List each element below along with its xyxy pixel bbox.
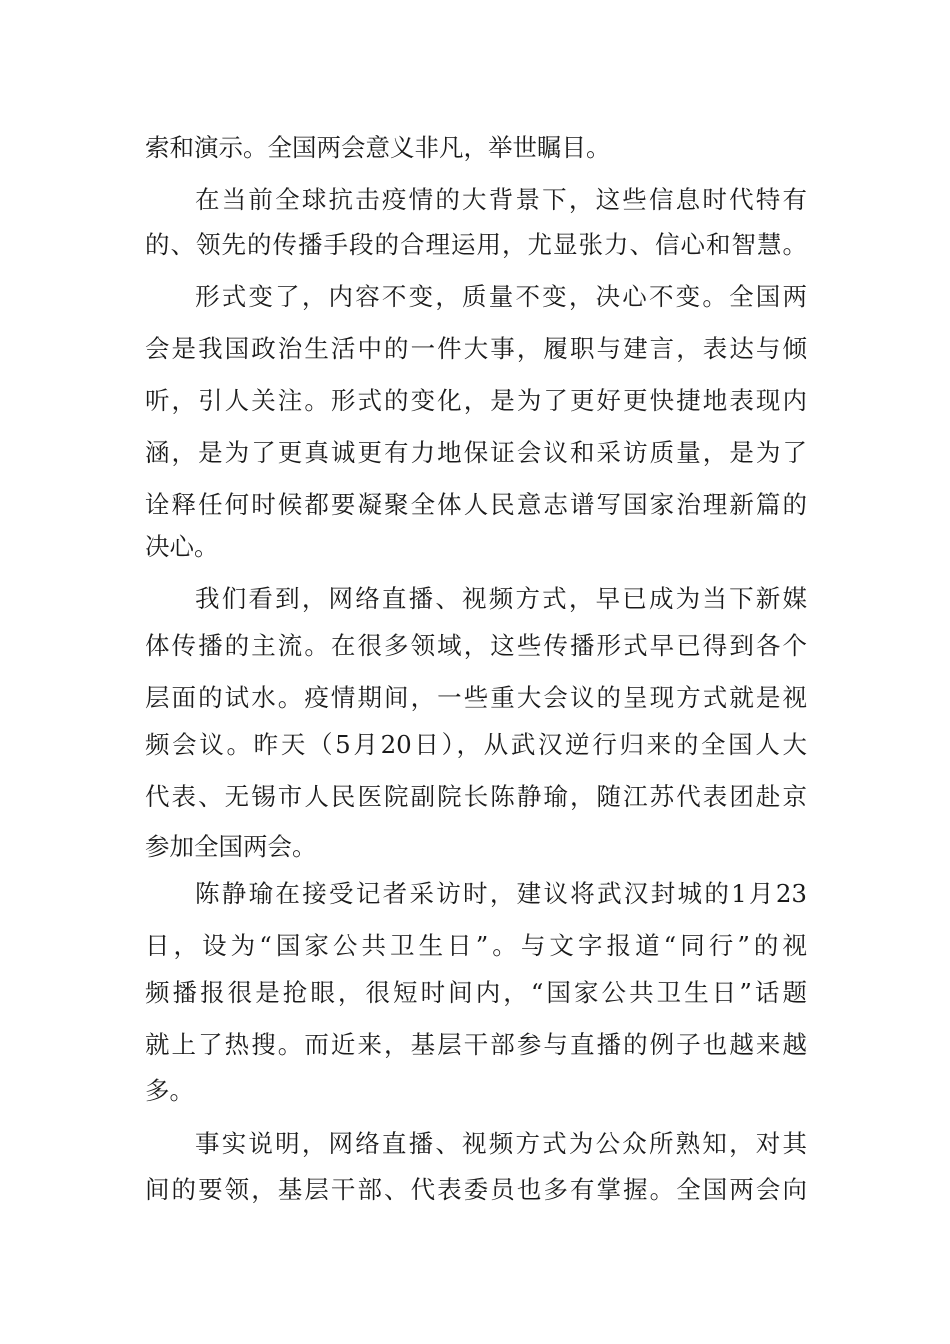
text-line: 频播报很是抢眼，很短时间内，“国家公共卫生日”话题 (145, 978, 807, 1007)
text-line: 多。 (145, 1076, 194, 1105)
text-line: 就上了热搜。而近来，基层干部参与直播的例子也越来越 (145, 1030, 807, 1059)
text-line: 索和演示。全国两会意义非凡，举世瞩目。 (145, 133, 611, 162)
text-line: 涵，是为了更真诚更有力地保证会议和采访质量，是为了 (145, 438, 807, 467)
paragraph-first-line: 事实说明，网络直播、视频方式为公众所熟知，对其 (195, 1129, 807, 1158)
text-line: 间的要领，基层干部、代表委员也多有掌握。全国两会向 (145, 1175, 807, 1204)
text-line: 决心。 (145, 532, 219, 561)
paragraph-first-line: 陈静瑜在接受记者采访时，建议将武汉封城的1月23 (195, 879, 807, 908)
text-line: 代表、无锡市人民医院副院长陈静瑜，随江苏代表团赴京 (145, 782, 807, 811)
text-line: 参加全国两会。 (145, 832, 317, 861)
paragraph-first-line: 在当前全球抗击疫情的大背景下，这些信息时代特有 (195, 185, 807, 214)
text-line: 频会议。昨天（5月20日），从武汉逆行归来的全国人大 (145, 730, 807, 759)
text-line: 会是我国政治生活中的一件大事，履职与建言，表达与倾 (145, 334, 807, 363)
text-line: 层面的试水。疫情期间，一些重大会议的呈现方式就是视 (145, 683, 807, 712)
text-line: 的、领先的传播手段的合理运用，尤显张力、信心和智慧。 (145, 230, 807, 259)
text-line: 日，设为“国家公共卫生日”。与文字报道“同行”的视 (145, 931, 807, 960)
paragraph-first-line: 我们看到，网络直播、视频方式，早已成为当下新媒 (195, 584, 807, 613)
text-line: 体传播的主流。在很多领域，这些传播形式早已得到各个 (145, 631, 807, 660)
paragraph-first-line: 形式变了，内容不变，质量不变，决心不变。全国两 (195, 282, 807, 311)
text-line: 诠释任何时候都要凝聚全体人民意志谱写国家治理新篇的 (145, 490, 807, 519)
text-line: 听，引人关注。形式的变化，是为了更好更快捷地表现内 (145, 386, 807, 415)
